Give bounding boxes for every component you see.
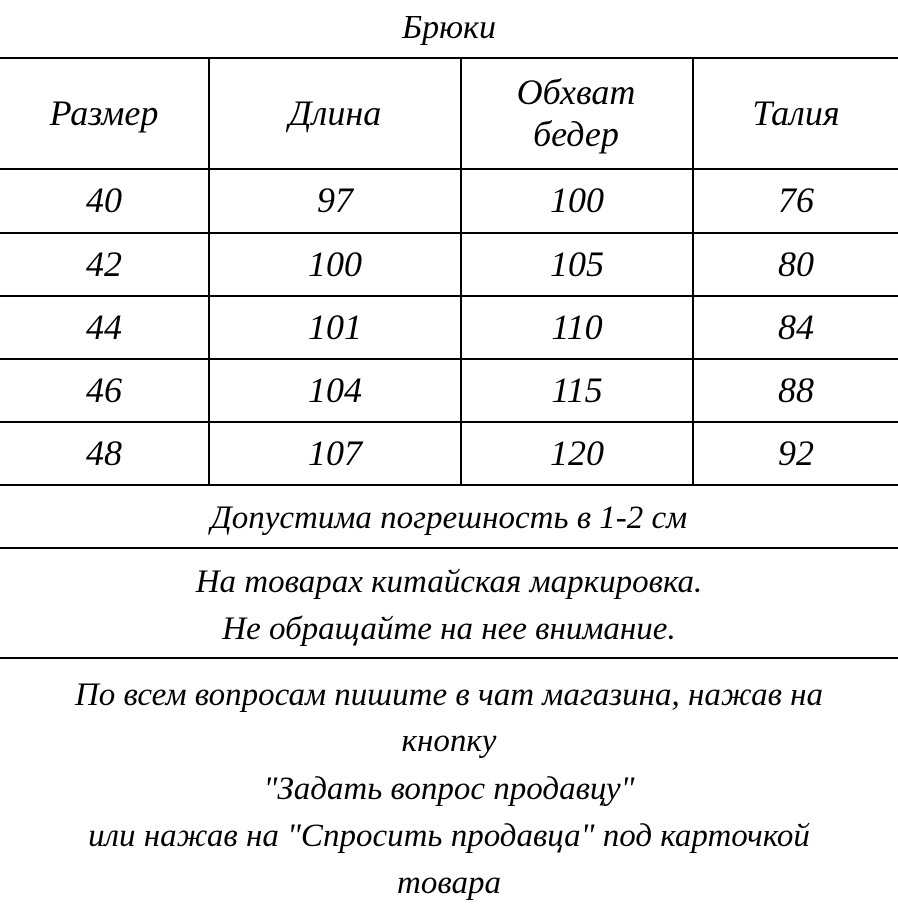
marking-note-line2: Не обращайте на нее внимание.: [222, 611, 676, 647]
table-cell: 84: [778, 306, 814, 347]
tolerance-note: Допустима погрешность в 1-2 см: [210, 500, 688, 536]
contact-note-line1: По всем вопросам пишите в чат магазина, нажав на: [74, 677, 824, 713]
table-header: Длина: [288, 92, 382, 133]
table-cell: 107: [308, 432, 362, 473]
table-cell: 97: [317, 180, 353, 221]
marking-note-line1: На товарах китайская маркировка.: [195, 564, 703, 600]
table-cell: 115: [551, 369, 603, 410]
table-cell: 46: [86, 369, 122, 410]
table-cell: 100: [308, 243, 362, 284]
table-cell: 105: [550, 243, 604, 284]
table-cell: 110: [551, 306, 603, 347]
table-cell: 80: [778, 243, 814, 284]
divider: [0, 484, 898, 486]
table-cell: 76: [778, 180, 814, 221]
contact-note-line3: "Задать вопрос продавцу": [263, 771, 635, 807]
table-cell: 40: [86, 180, 122, 221]
contact-note-line2: кнопку: [401, 723, 497, 759]
table-cell: 100: [550, 180, 604, 221]
table-cell: 42: [86, 243, 122, 284]
table-cell: 120: [550, 432, 604, 473]
divider: [0, 657, 898, 659]
table-cell: 104: [308, 369, 362, 410]
table-cell: 92: [778, 432, 814, 473]
table-cell: 88: [778, 369, 814, 410]
table-header: Обхват бедер: [516, 72, 636, 154]
table-cell: 44: [86, 306, 122, 347]
divider: [0, 547, 898, 549]
table-cell: 101: [308, 306, 362, 347]
contact-note-line5: товара: [397, 865, 501, 901]
page-title: Брюки: [402, 9, 496, 46]
table-cell: 48: [86, 432, 122, 473]
contact-note-line4: или нажав на "Спросить продавца" под карточкой: [88, 818, 810, 854]
table-header: Размер: [49, 92, 159, 133]
table-header: Талия: [752, 92, 840, 133]
